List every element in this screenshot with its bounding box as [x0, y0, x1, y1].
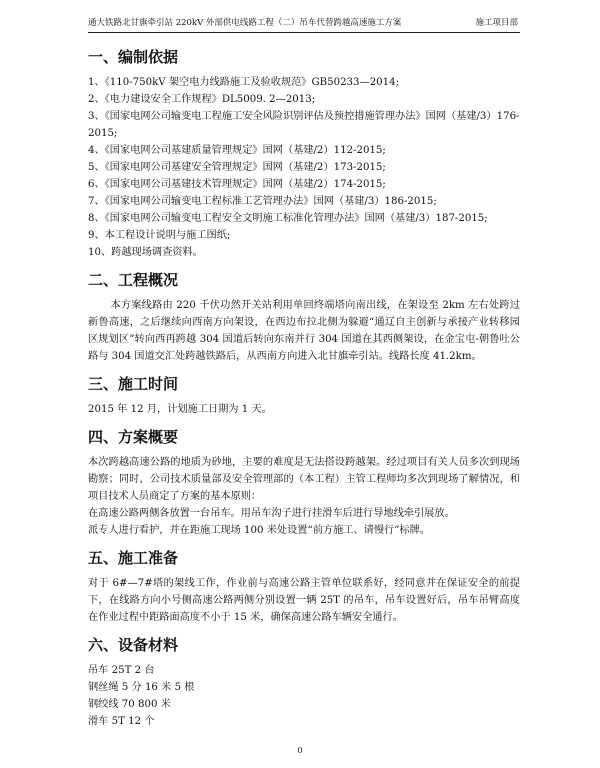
page-header [88, 16, 520, 33]
section-heading-plan: 四、方案概要 [88, 428, 179, 446]
list-item: 5、《国家电网公司基建安全管理规定》国网（基建/2）173-2015; [88, 162, 386, 173]
section-heading-prep: 五、施工准备 [88, 549, 179, 567]
basis-list [88, 74, 520, 261]
list-item: 钢丝绳 5 分 16 米 5 根 [88, 682, 195, 693]
list-item: 6、《国家电网公司基建技术管理规定》国网（基建/2）174-2015; [88, 179, 386, 190]
list-item: 4、《国家电网公司基建质量管理规定》国网（基建/2）112-2015; [88, 145, 386, 156]
header-dept: 施工项目部 [475, 18, 518, 28]
overview-paragraph: 本方案线路由 220 千伏功然开关站利用单回终端塔向南出线，在架设至 2km 左右处跨过新鲁高速，之后继续向西南方向架设，在西边布拉北侧为躲避“通辽自主创新与承接产业转移园区规划区”转向西再跨越 304 国道后转向东南并行 304 国道在其西侧架设，在金宝屯-朝鲁吐公路与 304 国道交汇处跨越铁路后，从西南方向进入北甘旗牵引站。线路长度 41.2km。 [88, 300, 520, 362]
section-heading-basis: 一、编制依据 [88, 48, 179, 66]
list-item: 滑车 5T 12 个 [88, 716, 155, 727]
plan-paragraph: 派专人进行看护，并在距施工现场 100 米处设置“前方施工、请慢行”标牌。 [88, 525, 430, 536]
plan-paragraph: 在高速公路两侧各放置一台吊车。用吊车沟子进行挂滑车后进行导地线牵引展放。 [88, 508, 455, 519]
list-item: 钢绞线 70 800 米 [88, 699, 171, 710]
list-item: 1、《110-750kV 架空电力线路施工及验收规范》GB50233—2014; [88, 77, 400, 88]
list-item: 10、跨越现场调查资料。 [88, 247, 203, 258]
list-item: 8、《国家电网公司输变电工程安全文明施工标准化管理办法》国网（基建/3）187-2015; [88, 213, 488, 224]
section-heading-equipment: 六、设备材料 [88, 636, 179, 654]
list-item: 2、《电力建设安全工作规程》DL5009. 2—2013; [88, 94, 316, 105]
list-item: 9、本工程设计说明与施工图纸; [88, 230, 231, 241]
prep-paragraph: 对于 6#—7#塔的架线工作，作业前与高速公路主管单位联系好，经同意并在保证安全的前提下，在线路方向小号侧高速公路两侧分别设置一辆 25T 的吊车，吊车设置好后，吊车吊臂高度在作业过程中距路面高度不小于 15 米，确保高速公路车辆安全通行。 [88, 578, 520, 623]
page-number: 0 [297, 746, 303, 755]
section-heading-time: 三、施工时间 [88, 375, 179, 393]
time-paragraph: 2015 年 12 月，计划施工日期为 1 天。 [88, 404, 272, 415]
section-heading-overview: 二、工程概况 [88, 271, 179, 289]
document-body [88, 38, 520, 730]
list-item: 吊车 25T 2 台 [88, 665, 155, 676]
list-item: 3、《国家电网公司输变电工程施工安全风险识别评估及预控措施管理办法》国网（基建/3）176-2015; [88, 111, 520, 139]
equipment-list [88, 662, 520, 730]
list-item: 7、《国家电网公司输变电工程标准工艺管理办法》国网（基建/3）186-2015; [88, 196, 437, 207]
header-title: 通大铁路北甘旗牵引站 220kV 外部供电线路工程（二）吊车代替跨越高速施工方案 [88, 18, 402, 28]
plan-paragraph: 本次跨越高速公路的地质为砂地，主要的难度是无法搭设跨越架。经过项目有关人员多次到现场勘察；同时，公司技术质量部及安全管理部的（本工程）主管工程师均多次到现场了解情况，和项目技术人员商定了方案的基本原则： [88, 457, 520, 502]
